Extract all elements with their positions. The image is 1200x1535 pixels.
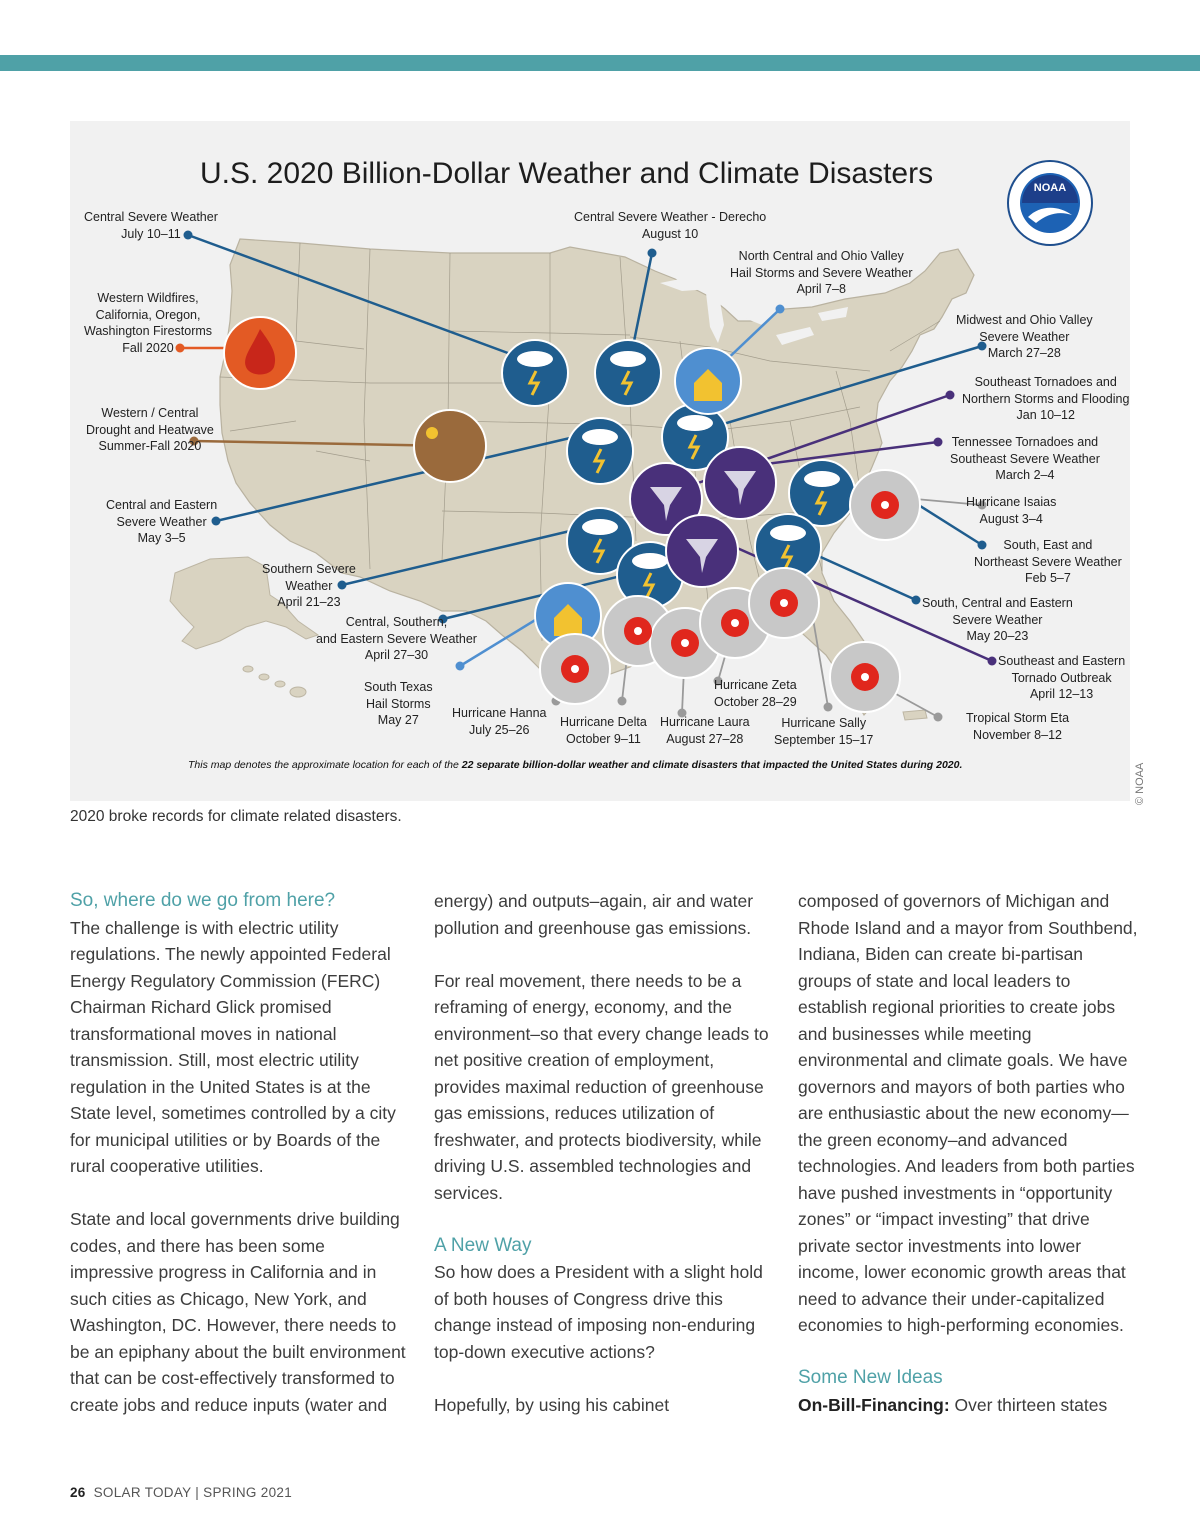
section-heading: Some New Ideas [798, 1367, 943, 1388]
article-column-2 [434, 888, 774, 1445]
map-label-line: April 21–23 [277, 595, 341, 609]
map-label-line: Central Severe Weather - Derecho [574, 210, 767, 224]
map-label-line: Central Severe Weather [84, 210, 218, 224]
map-label-line: Western Wildfires, [97, 291, 199, 305]
map-label-line: October 28–29 [714, 694, 797, 709]
map-label-line: Hurricane Delta [560, 715, 647, 729]
page-number: 26 [70, 1485, 86, 1500]
map-label-line: Severe Weather [979, 329, 1070, 344]
label-central-severe-july [84, 209, 218, 242]
label-derecho [574, 209, 766, 242]
map-label-line: Central, Southern, [345, 615, 448, 629]
label-north-central-ohio-hail [730, 248, 913, 298]
hawaii-islands [243, 666, 306, 697]
map-label-line: July 10–11 [121, 226, 181, 241]
label-midwest-ohio-march [956, 312, 1093, 362]
photo-credit: © NOAA [1134, 762, 1146, 805]
paragraph: composed of governors of Michigan and Rhode Island and a mayor from Southbend, Indiana, Biden can create bi-partisan groups of state and local leaders to establish regional priorities to create jobs and businesses while meeting environmental and climate goals. We have governors and mayors of both parties who are enthusiastic about the new economy—the green economy–and advanced technologies. And leaders from both parties have pushed investments in “opportunity zones” or “impact investing” that drive private sector investments into lower income, lower economic growth areas that need to advance their under-capitalized economies to high-performing economies. [798, 891, 1138, 1335]
map-label-line: Summer-Fall 2020 [98, 439, 202, 453]
map-label-line: March 27–28 [987, 346, 1061, 360]
label-hurricane-delta [560, 714, 647, 747]
map-label-line: Severe Weather [952, 612, 1043, 627]
map-label-line: April 27–30 [364, 648, 429, 662]
map-label-line: August 27–28 [666, 731, 744, 746]
section-heading: A New Way [434, 1234, 532, 1256]
label-southeast-eastern-tornado [998, 653, 1125, 703]
map-label-line: Hail Storms and Severe Weather [730, 265, 913, 280]
label-hurricane-sally [774, 715, 873, 748]
figure-caption: 2020 broke records for climate related disasters. [70, 808, 402, 825]
label-central-eastern-may [106, 497, 217, 547]
drought-icon [414, 410, 486, 482]
map-label-line: South, East and [1003, 538, 1093, 552]
puerto-rico [903, 710, 927, 720]
paragraph [798, 1392, 1138, 1419]
map-label-line: Fall 2020 [122, 340, 174, 355]
map-title: U.S. 2020 Billion-Dollar Weather and Climate Disasters [200, 157, 934, 190]
map-label-line: Southeast Tornadoes and [974, 375, 1117, 389]
paragraph: For real movement, there needs to be a reframing of energy, economy, and the environment–so that every change leads to net positive creation of employment, provides maximal reduction of greenhouse gas emissions, reduces utilization of freshwater, and protects biodiversity, while driving U.S. assembled technologies and services. [434, 970, 769, 1203]
map-label-line: Northeast Severe Weather [974, 554, 1122, 569]
map-label-line: Feb 5–7 [1024, 571, 1071, 585]
disaster-map-figure [70, 121, 1130, 801]
bold-lead: On-Bill-Financing: [798, 1394, 950, 1415]
paragraph: State and local governments drive building codes, and there has been some impressive progress in California and in such cities as Chicago, New York, and Washington, DC. However, there needs to be an epiphany about the built environment that can be cost-effectively transformed to create jobs and reduce inputs (water and [70, 1209, 406, 1415]
map-label-line: Tropical Storm Eta [966, 711, 1070, 725]
map-label-line: Northern Storms and Flooding [962, 391, 1130, 406]
label-hurricane-hanna [452, 705, 547, 738]
map-footnote-prefix: This map denotes the approximate location for each of the [188, 759, 462, 771]
map-label-line: April 12–13 [1029, 687, 1094, 701]
map-label-line: August 3–4 [979, 511, 1043, 526]
map-label-line: October 9–11 [566, 731, 641, 746]
label-southeast-tornadoes-jan [962, 374, 1129, 424]
paragraph-text: Over thirteen states [949, 1394, 1108, 1415]
map-label-line: Western / Central [101, 406, 199, 420]
paragraph: energy) and outputs–again, air and water pollution and greenhouse gas emissions. [434, 891, 754, 938]
paragraph: The challenge is with electric utility regulations. The newly appointed Federal Energy Regulatory Commission (FERC) Chairman Richard Glick promised transformational moves in national transmission. Still, most electric utility regulation in the United States is at the State level, sometimes controlled by a city for municipal utilities or by Boards of the rural cooperative utilities. [70, 917, 396, 1176]
map-label-line: Hurricane Isaias [966, 495, 1057, 509]
map-label-line: Jan 10–12 [1016, 408, 1075, 422]
map-label-line: May 3–5 [137, 531, 186, 545]
map-label-line: California, Oregon, [95, 307, 201, 322]
map-footnote-bold: 22 separate billion-dollar weather and climate disasters that impacted the United States during 2020. [461, 759, 963, 771]
label-southern-severe-april [262, 561, 356, 611]
map-label-line: Hail Storms [365, 696, 431, 711]
label-drought-heatwave [86, 405, 214, 455]
map-label-line: August 10 [641, 226, 699, 241]
map-label-line: Hurricane Laura [660, 715, 750, 729]
map-label-line: Hurricane Hanna [452, 706, 547, 720]
label-tropical-storm-eta [966, 710, 1069, 743]
section-heading: So, where do we go from here? [70, 890, 336, 911]
paragraph: Hopefully, by using his cabinet [434, 1394, 670, 1415]
map-label-line: Southern Severe [262, 562, 356, 576]
map-label-line: March 2–4 [995, 468, 1055, 482]
header-accent-bar [0, 55, 1200, 71]
map-label-line: Weather [285, 578, 333, 593]
map-label-line: May 27 [377, 713, 419, 727]
map-label-line: Hurricane Zeta [714, 678, 797, 692]
label-western-wildfires [84, 290, 212, 356]
map-label-line: Southeast Severe Weather [950, 451, 1100, 466]
article-column-3 [798, 888, 1138, 1445]
label-south-texas-hail [364, 679, 433, 729]
label-south-central-eastern-may [922, 595, 1073, 645]
paragraph: So how does a President with a slight hold of both houses of Congress drive this change instead of imposing non-enduring top-down executive actions? [434, 1262, 763, 1362]
map-label-line: South, Central and Eastern [922, 596, 1073, 610]
map-footnote [188, 759, 962, 771]
label-tennessee-tornadoes [950, 434, 1100, 484]
noaa-logo-text: NOAA [1033, 182, 1067, 194]
map-label-line: Central and Eastern [106, 498, 218, 512]
label-hurricane-laura [660, 714, 750, 747]
label-hurricane-zeta [714, 677, 797, 710]
map-label-line: Hurricane Sally [781, 716, 867, 730]
map-label-line: South Texas [364, 680, 433, 694]
map-label-line: May 20–23 [966, 629, 1029, 643]
label-south-east-northeast-feb [974, 537, 1122, 587]
noaa-logo [1008, 161, 1092, 245]
map-label-line: Severe Weather [116, 514, 207, 529]
map-label-line: Tennessee Tornadoes and [951, 435, 1099, 449]
map-label-line: Washington Firestorms [84, 324, 213, 338]
page-footer [70, 1485, 292, 1500]
map-label-line: Southeast and Eastern [998, 654, 1126, 668]
map-label-line: July 25–26 [469, 722, 530, 737]
map-label-line: Drought and Heatwave [86, 422, 214, 437]
drought-sun [426, 427, 438, 439]
map-label-line: September 15–17 [774, 732, 874, 747]
map-label-line: November 8–12 [973, 727, 1062, 742]
publication-name: SOLAR TODAY [93, 1485, 192, 1500]
label-hurricane-isaias [966, 494, 1056, 527]
map-label-line: Midwest and Ohio Valley [956, 313, 1093, 327]
map-label-line: North Central and Ohio Valley [738, 249, 904, 263]
map-label-line: and Eastern Severe Weather [316, 631, 477, 646]
label-central-southern-eastern-april [316, 614, 477, 664]
article-column-1 [70, 888, 410, 1445]
issue-name: SPRING 2021 [203, 1485, 292, 1500]
map-label-line: Tornado Outbreak [1011, 670, 1112, 685]
map-label-line: April 7–8 [796, 282, 846, 296]
footer-separator: | [195, 1485, 200, 1500]
